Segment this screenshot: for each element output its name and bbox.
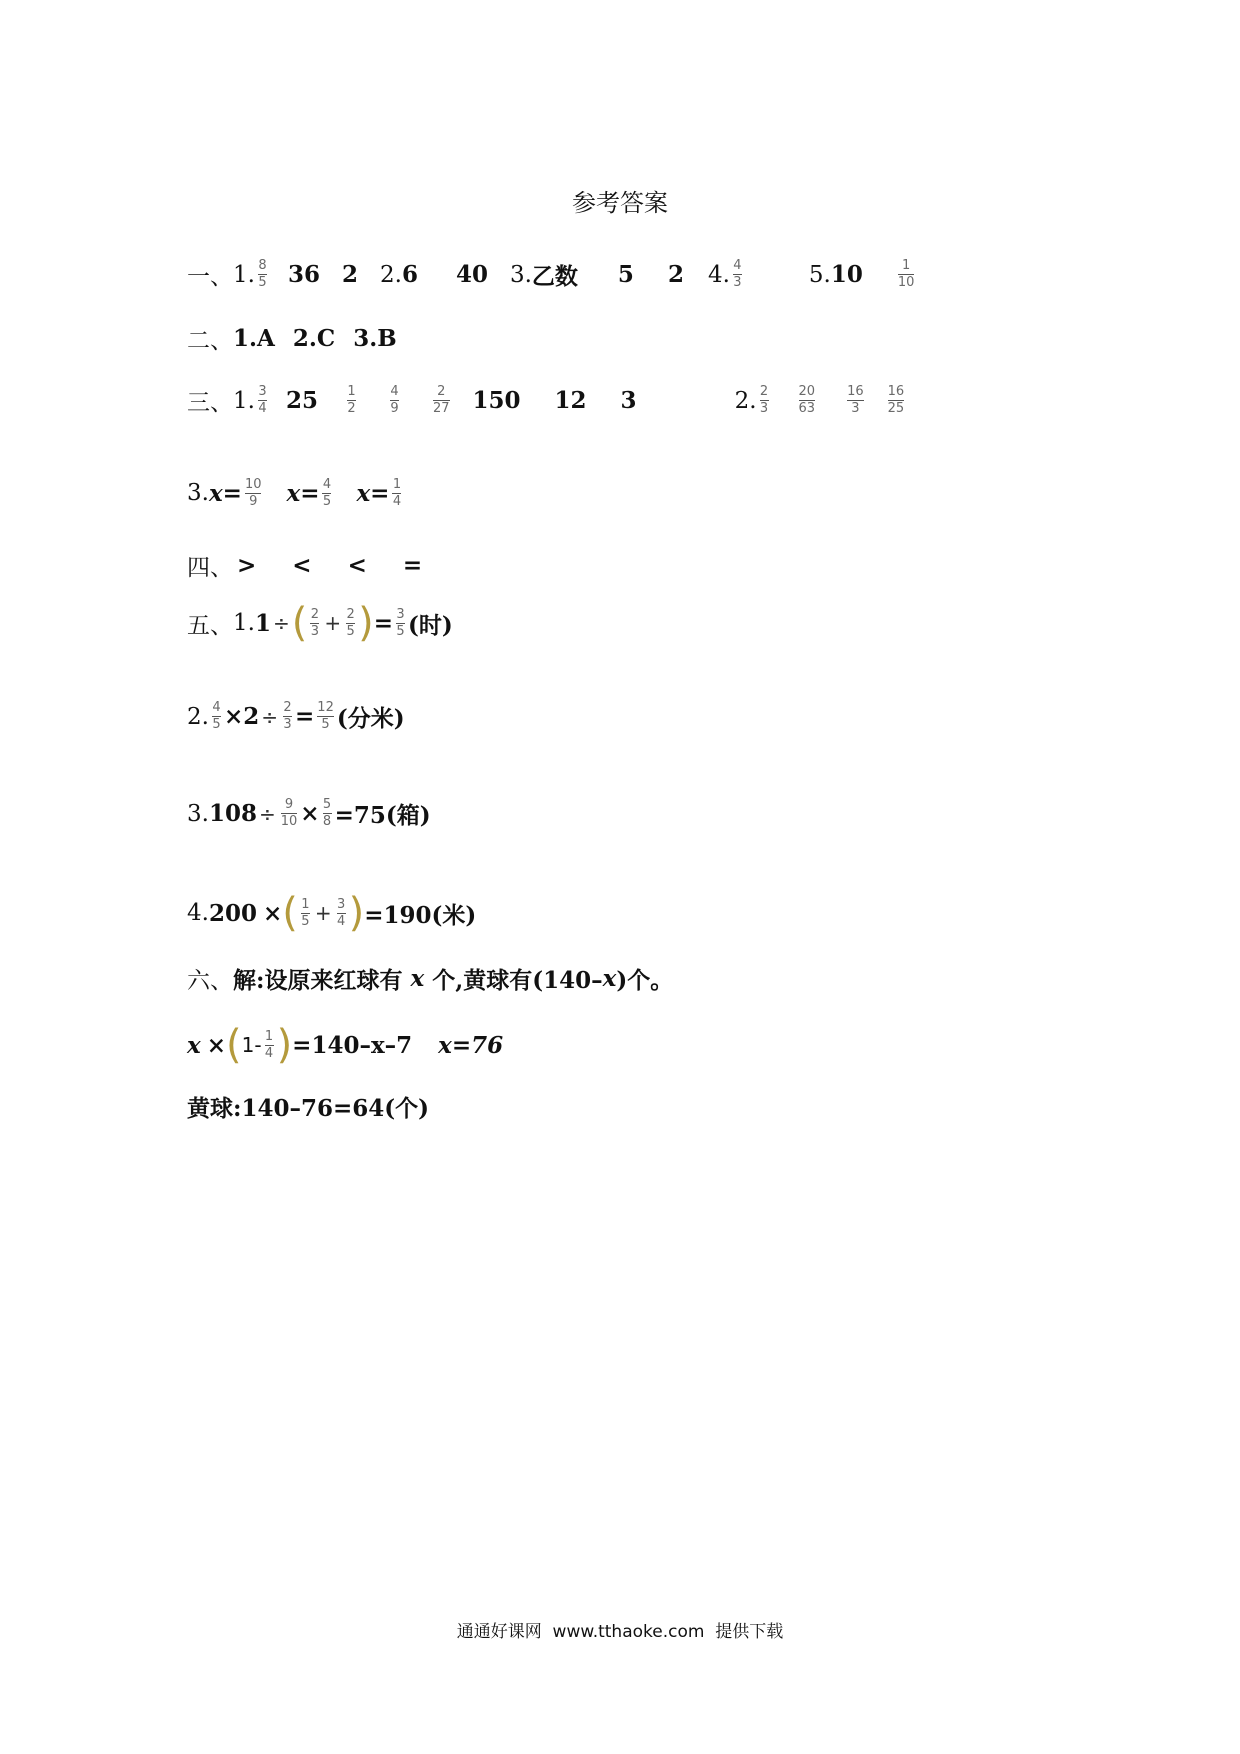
- answer-line-5-1: [187, 600, 453, 646]
- fraction: $\frac{4}{5}$: [212, 700, 221, 732]
- expression: 1-: [241, 1033, 262, 1057]
- footer-source: 通通好课网 www.tthaoke.com 提供下载: [456, 1622, 784, 1642]
- solution: x=76: [438, 1031, 504, 1059]
- fraction: $\frac{4}{5}$: [322, 477, 332, 509]
- item-number: 1.: [233, 610, 255, 636]
- fraction: $\frac{20}{63}$: [798, 384, 816, 416]
- fraction: $\frac{16}{3}$: [847, 384, 864, 416]
- item-number: 4.: [707, 261, 730, 288]
- answer-line-2: [187, 322, 397, 355]
- left-paren: (: [291, 600, 308, 646]
- fraction: $\frac{8}{5}$: [258, 258, 267, 290]
- answer-line-6-eq: [187, 1022, 504, 1068]
- fraction: $\frac{4}{3}$: [733, 258, 742, 290]
- solution-text: )个。: [616, 967, 674, 994]
- equals-sign: =: [373, 609, 393, 637]
- item-number: 3.: [509, 261, 532, 288]
- variable: x: [602, 965, 617, 992]
- fraction: $\frac{1}{2}$: [347, 384, 356, 416]
- plus-sign: +: [314, 901, 332, 925]
- answer: 150: [472, 387, 521, 414]
- equation: =140–x–7: [292, 1031, 413, 1059]
- compare-sign: =: [402, 552, 423, 579]
- answer: 40: [455, 261, 488, 288]
- answer: 2.C: [292, 325, 336, 352]
- section-prefix: 六、: [187, 968, 233, 994]
- fraction: $\frac{2}{3}$: [283, 700, 292, 732]
- fraction: $\frac{10}{9}$: [244, 477, 262, 509]
- fraction: $\frac{1}{10}$: [897, 258, 915, 290]
- fraction: $\frac{1}{5}$: [301, 896, 310, 929]
- section-prefix: 二、: [187, 328, 233, 354]
- answer: 2: [667, 261, 684, 288]
- item-number: 2.: [379, 261, 402, 288]
- fraction: $\frac{1}{4}$: [392, 477, 402, 509]
- item-number: 1.: [233, 261, 255, 288]
- answer-line-3b: [187, 478, 404, 508]
- solution-text: 个,黄球有(140–: [424, 967, 603, 994]
- answer: 10: [830, 261, 863, 288]
- compare-sign: >: [237, 552, 257, 579]
- result: =75(箱): [334, 802, 431, 829]
- solution-text: 解:设原来红球有: [233, 967, 411, 994]
- answer-line-1: [187, 258, 917, 291]
- answer: 3: [620, 387, 637, 414]
- equals-sign: =: [295, 703, 315, 730]
- answer-line-3: [187, 384, 907, 417]
- answer: 2: [341, 261, 358, 288]
- answer: 1: [254, 609, 271, 637]
- divide-sign: ÷: [258, 801, 276, 826]
- answer: 2: [243, 703, 260, 730]
- section-prefix: 五、: [187, 612, 233, 639]
- variable: x=: [356, 479, 390, 507]
- section-prefix: 三、: [187, 390, 233, 416]
- multiply-sign: ×: [223, 703, 244, 730]
- answer: 1.A: [233, 325, 275, 352]
- answer: 200: [208, 899, 257, 927]
- item-number: 2.: [734, 387, 757, 414]
- fraction: $\frac{16}{25}$: [887, 384, 905, 416]
- fraction: $\frac{2}{5}$: [346, 606, 355, 639]
- divide-sign: ÷: [261, 704, 279, 729]
- right-paren: ): [276, 1022, 293, 1068]
- answer-line-5-3: [187, 797, 431, 830]
- left-paren: (: [226, 1022, 242, 1068]
- variable: x=: [286, 479, 320, 507]
- fraction: $\frac{2}{3}$: [759, 384, 769, 416]
- item-number: 1.: [233, 387, 255, 414]
- fraction: $\frac{3}{4}$: [336, 896, 346, 929]
- fraction: $\frac{1}{4}$: [264, 1028, 274, 1061]
- divide-sign: ÷: [272, 611, 290, 635]
- answer-line-4: [187, 549, 422, 582]
- fraction: $\frac{2}{27}$: [432, 384, 450, 416]
- final-answer: 黄球:140–76=64(个): [187, 1095, 430, 1122]
- item-number: 5.: [808, 261, 831, 288]
- multiply-sign: ×: [262, 899, 283, 927]
- variable: x: [187, 1031, 201, 1059]
- answer: 3.B: [353, 325, 397, 352]
- answer: 108: [208, 800, 257, 827]
- compare-sign: <: [292, 552, 312, 579]
- fraction: $\frac{9}{10}$: [280, 797, 298, 829]
- result: =190(米): [364, 901, 477, 929]
- fraction: $\frac{3}{4}$: [258, 384, 267, 416]
- answer: 乙数: [531, 263, 578, 290]
- variable: x: [410, 965, 425, 992]
- right-paren: ): [358, 600, 374, 646]
- fraction: $\frac{2}{3}$: [310, 606, 319, 639]
- fraction: $\frac{3}{5}$: [396, 606, 405, 639]
- item-number: 3.: [187, 800, 209, 827]
- answer-line-6: [187, 962, 673, 995]
- section-prefix: 一、: [187, 264, 233, 290]
- unit: (分米): [336, 705, 405, 732]
- compare-sign: <: [347, 552, 367, 579]
- answer: 36: [287, 261, 320, 288]
- answer: 6: [401, 261, 418, 288]
- answer: 12: [554, 387, 587, 414]
- item-number: 3.: [187, 480, 209, 507]
- answer: 5: [617, 261, 634, 288]
- fraction: $\frac{12}{5}$: [317, 700, 334, 732]
- multiply-sign: ×: [300, 800, 320, 827]
- plus-sign: +: [324, 611, 342, 635]
- answer: 25: [285, 387, 318, 414]
- left-paren: (: [282, 890, 298, 936]
- section-prefix: 四、: [187, 555, 233, 581]
- fraction: $\frac{4}{9}$: [390, 384, 399, 416]
- answer-line-5-4: [187, 890, 477, 936]
- answer-line-5-2: [187, 700, 405, 733]
- right-paren: ): [348, 890, 365, 936]
- answer-line-6-final: [187, 1090, 429, 1123]
- fraction: $\frac{5}{8}$: [322, 797, 332, 829]
- variable: x=: [208, 479, 242, 507]
- item-number: 4.: [187, 900, 209, 926]
- multiply-sign: ×: [206, 1031, 226, 1059]
- page-title: 参考答案: [572, 189, 668, 217]
- item-number: 2.: [187, 703, 209, 730]
- unit: (时): [408, 611, 453, 639]
